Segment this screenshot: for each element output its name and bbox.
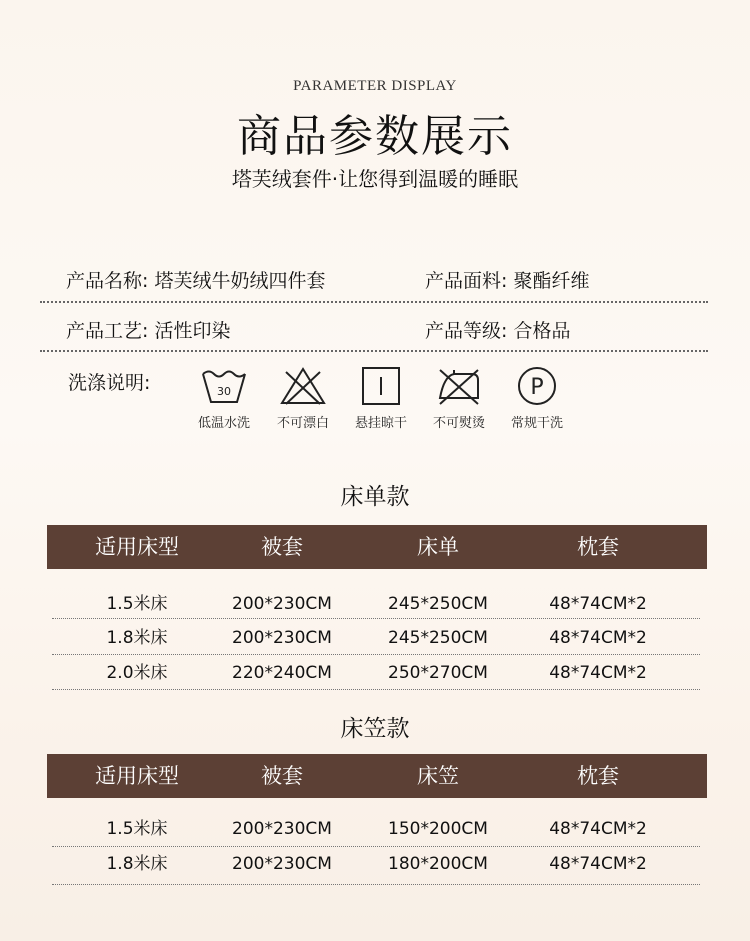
- no-bleach-icon: [278, 366, 328, 406]
- product-grade-param: [425, 316, 570, 343]
- divider: [40, 301, 708, 303]
- hang-dry-icon: [356, 366, 406, 406]
- wash-item-no-bleach: [268, 366, 338, 431]
- row-divider: [52, 618, 700, 619]
- product-craft-param: [66, 316, 230, 343]
- dry-clean-letter: P: [530, 375, 544, 400]
- wash-item-label: 不可熨烫: [432, 416, 485, 431]
- row-divider: [52, 689, 700, 690]
- product-grade-label: 产品等级:: [425, 320, 508, 342]
- product-craft-label: 产品工艺:: [66, 320, 149, 342]
- header-cell-bed-size: 适用床型: [95, 764, 179, 788]
- table-cell: 1.8米床: [106, 628, 168, 648]
- washing-label: 洗涤说明:: [68, 372, 151, 394]
- table-cell: 48*74CM*2: [549, 663, 647, 683]
- product-grade-value: 合格品: [513, 320, 571, 342]
- table-row: [47, 847, 707, 881]
- divider: [40, 350, 708, 352]
- sheet-set-header: [47, 525, 707, 569]
- table-cell: 48*74CM*2: [549, 628, 647, 648]
- header-cell-sheet: 床单: [417, 535, 459, 559]
- product-name-param: [66, 266, 325, 293]
- table-cell: 250*270CM: [388, 663, 488, 683]
- page-title: 商品参数展示: [237, 111, 513, 162]
- wash-item-label: 不可漂白: [276, 416, 329, 431]
- table-cell: 245*250CM: [388, 594, 488, 614]
- row-divider: [52, 654, 700, 655]
- header-cell-pillowcase: 枕套: [577, 764, 619, 788]
- table-cell: 48*74CM*2: [549, 819, 647, 839]
- table-cell: 245*250CM: [388, 628, 488, 648]
- table-cell: 1.8米床: [106, 854, 168, 874]
- wash-item-label: 悬挂晾干: [354, 416, 407, 431]
- product-craft-value: 活性印染: [154, 320, 231, 342]
- table-cell: 200*230CM: [232, 819, 332, 839]
- row-divider: [52, 884, 700, 885]
- table-cell: 48*74CM*2: [549, 594, 647, 614]
- table-row: [47, 812, 707, 846]
- wash-temp-text: 30: [217, 385, 231, 398]
- table-row: [47, 656, 707, 690]
- table-cell: 220*240CM: [232, 663, 332, 683]
- wash-item-no-iron: [424, 366, 494, 431]
- page-subtitle: 塔芙绒套件·让您得到温暖的睡眠: [231, 167, 519, 191]
- product-name-label: 产品名称:: [66, 270, 149, 292]
- table-cell: 200*230CM: [232, 628, 332, 648]
- table-cell: 2.0米床: [106, 663, 168, 683]
- product-fabric-param: [425, 266, 589, 293]
- table-cell: 200*230CM: [232, 594, 332, 614]
- product-fabric-label: 产品面料:: [425, 270, 508, 292]
- wash-item-label: 低温水洗: [197, 416, 250, 431]
- product-name-value: 塔芙绒牛奶绒四件套: [154, 270, 326, 292]
- table-cell: 48*74CM*2: [549, 854, 647, 874]
- header-cell-pillowcase: 枕套: [577, 535, 619, 559]
- english-title: PARAMETER DISPLAY: [293, 78, 457, 94]
- no-iron-icon: [434, 366, 484, 406]
- table-cell: 200*230CM: [232, 854, 332, 874]
- header-cell-duvet: 被套: [261, 535, 303, 559]
- sheet-set-title: 床单款: [340, 484, 410, 510]
- wash-30-icon: [199, 366, 249, 406]
- header-cell-fitted-sheet: 床笠: [417, 764, 459, 788]
- wash-item-low-temp: [189, 366, 259, 431]
- fitted-set-header: [47, 754, 707, 798]
- header-cell-duvet: 被套: [261, 764, 303, 788]
- table-cell: 150*200CM: [388, 819, 488, 839]
- table-cell: 1.5米床: [106, 594, 168, 614]
- table-cell: 180*200CM: [388, 854, 488, 874]
- table-cell: 1.5米床: [106, 819, 168, 839]
- wash-item-hang-dry: [346, 366, 416, 431]
- header-cell-bed-size: 适用床型: [95, 535, 179, 559]
- table-row: [47, 621, 707, 655]
- product-fabric-value: 聚酯纤维: [513, 270, 590, 292]
- wash-item-dry-clean: [502, 366, 572, 431]
- fitted-set-title: 床笠款: [340, 716, 410, 742]
- dry-clean-p-icon: [512, 366, 562, 406]
- table-row: [47, 587, 707, 621]
- wash-item-label: 常规干洗: [510, 416, 563, 431]
